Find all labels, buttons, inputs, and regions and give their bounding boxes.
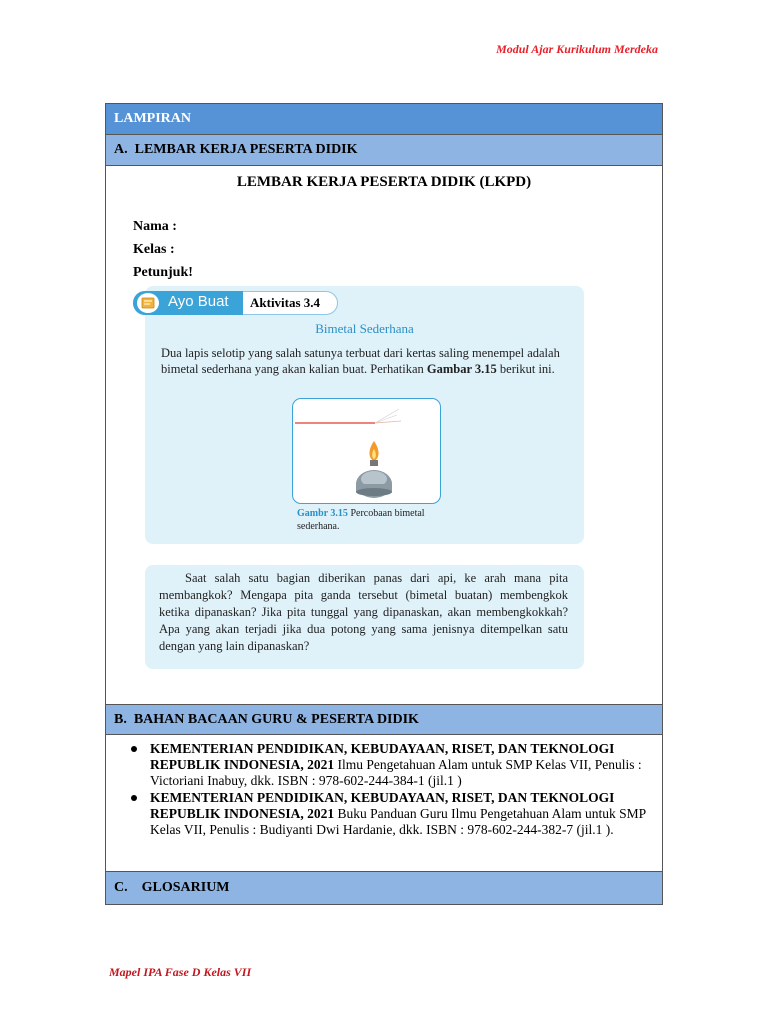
reference-list <box>131 741 651 839</box>
module-header-title: Modul Ajar Kurikulum Merdeka <box>496 42 658 56</box>
lkpd-title: LEMBAR KERJA PESERTA DIDIK (LKPD) <box>236 174 532 190</box>
notebook-icon <box>137 293 159 313</box>
field-nama: Nama : <box>133 219 177 234</box>
lampiran-label: LAMPIRAN <box>114 111 191 126</box>
section-c-number: C. <box>114 880 128 895</box>
section-b-title: BAHAN BACAAN GURU & PESERTA DIDIK <box>133 711 419 727</box>
lampiran-heading <box>106 104 662 135</box>
bimetal-figure <box>292 398 441 504</box>
footer-subject: Mapel IPA Fase D Kelas VII <box>109 965 252 979</box>
section-b-number: B. <box>114 711 127 727</box>
activity-intro: Dua lapis selotip yang salah satunya terbuat dari kertas saling menempel adalah bimetal sederhana yang akan kalian buat. Perhatikan Gambar 3.15 berikut ini. <box>161 346 560 376</box>
section-b-heading <box>106 704 662 735</box>
field-petunjuk: Petunjuk! <box>133 265 193 280</box>
activity-title: Bimetal Sederhana <box>315 321 414 336</box>
section-a-heading <box>106 135 662 166</box>
bullet-icon <box>131 746 137 752</box>
section-c-heading <box>106 871 662 904</box>
list-item: KEMENTERIAN PENDIDIKAN, KEBUDAYAAN, RISET, DAN TEKNOLOGI REPUBLIK INDONESIA, 2021 Buku Panduan Guru Ilmu Pengetahuan Alam untuk SMP Kelas VII, Penulis : Budiyanti Dwi Hardanie, dkk. ISBN : 978-602-244-382-7 (jil.1 ). <box>131 790 651 838</box>
section-a-title: LEMBAR KERJA PESERTA DIDIK <box>134 142 358 157</box>
activity-badge-label: Ayo Buat <box>168 293 229 310</box>
bullet-icon <box>131 795 137 801</box>
section-c-title: GLOSARIUM <box>141 880 230 895</box>
section-a-number: A. <box>114 142 128 157</box>
list-item: KEMENTERIAN PENDIDIKAN, KEBUDAYAAN, RISET, DAN TEKNOLOGI REPUBLIK INDONESIA, 2021 Ilmu Pengetahuan Alam untuk SMP Kelas VII, Penulis : Victoriani Inabuy, dkk. ISBN : 978-602-244-384-1 (jil.1 ) <box>131 741 651 789</box>
field-kelas: Kelas : <box>133 242 175 257</box>
activity-number: Aktivitas 3.4 <box>250 295 321 310</box>
activity-question: Saat salah satu bagian diberikan panas dari api, ke arah mana pita membangkok? Mengapa pita ganda tersebut (bimetal buatan) membengkok ketika dipanaskan? Jika pita tunggal yang dipanaskan, akan membengkokkah? Apa yang akan terjadi jika dua potong yang sama jenisnya ditempelkan satu dengan yang lain dipanaskan? <box>159 571 568 653</box>
figure-caption: Gambr 3.15 Percobaan bimetal sederhana. <box>297 508 425 532</box>
